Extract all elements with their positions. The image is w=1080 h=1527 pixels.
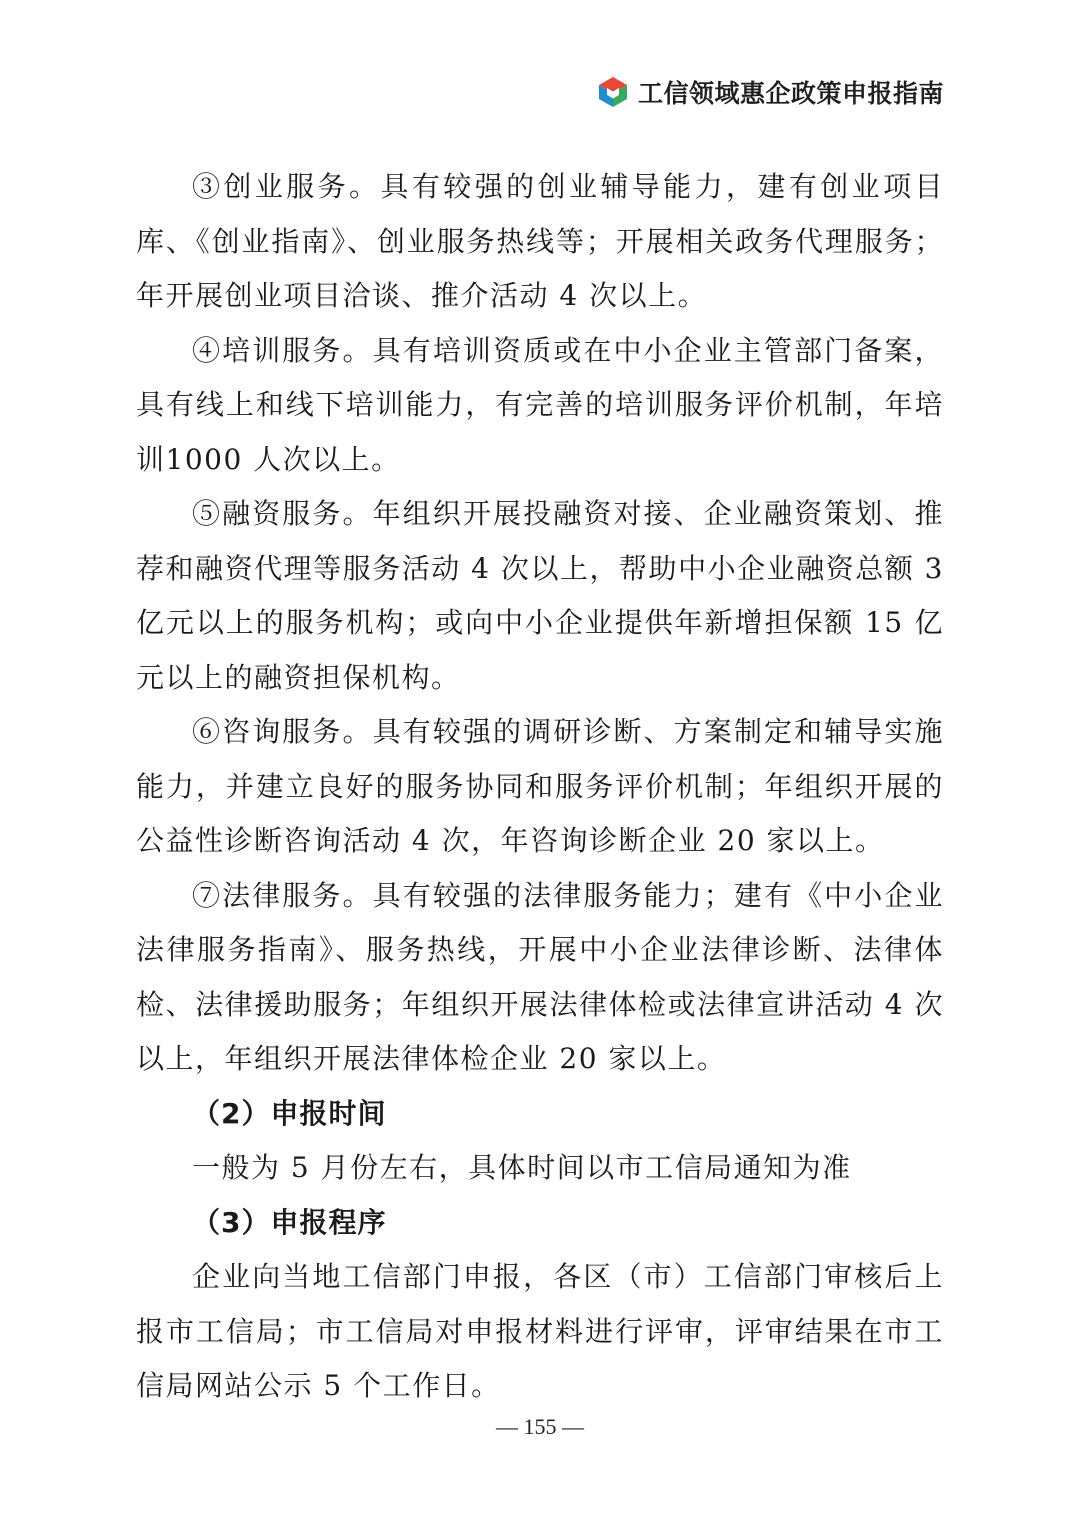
section-heading-application-procedure: （3）申报程序 xyxy=(192,1205,387,1239)
paragraph-financing-service: ⑤融资服务。年组织开展投融资对接、企业融资策划、推荐和融资代理等服务活动 4 次以上，帮助中小企业融资总额 3 亿元以上的服务机构；或向中小企业提供年新增担保额 15 亿元以上的融资担保机构。 xyxy=(136,497,944,694)
paragraph-legal-service: ⑦法律服务。具有较强的法律服务能力；建有《中小企业法律服务指南》、服务热线，开展中小企业法律诊断、法律体检、法律援助服务；年组织开展法律体检或法律宣讲活动 4 次以上，年组织开展法律体检企业 20 家以上。 xyxy=(136,878,944,1075)
paragraph-application-time: 一般为 5 月份左右，具体时间以市工信局通知为准 xyxy=(192,1151,852,1184)
paragraph-training-service: ④培训服务。具有培训资质或在中小企业主管部门备案，具有线上和线下培训能力，有完善的培训服务评价机制，年培训1000 人次以上。 xyxy=(136,333,944,476)
document-body xyxy=(136,160,944,1414)
page-number: — 155 — xyxy=(496,1414,584,1439)
paragraph-application-procedure: 企业向当地工信部门申报，各区（市）工信部门审核后上报市工信局；市工信局对申报材料进行评审，评审结果在市工信局网站公示 5 个工作日。 xyxy=(136,1260,944,1402)
running-header xyxy=(596,74,944,110)
paragraph-consulting-service: ⑥咨询服务。具有较强的调研诊断、方案制定和辅导实施能力，并建立良好的服务协同和服务评价机制；年组织开展的公益性诊断咨询活动 4 次，年咨询诊断企业 20 家以上。 xyxy=(136,715,944,857)
header-title: 工信领域惠企政策申报指南 xyxy=(637,79,944,108)
cube-logo-icon xyxy=(596,75,630,109)
paragraph-startup-service: ③创业服务。具有较强的创业辅导能力，建有创业项目库、《创业指南》、创业服务热线等；开展相关政务代理服务；年开展创业项目洽谈、推介活动 4 次以上。 xyxy=(136,170,944,312)
section-heading-application-time: （2）申报时间 xyxy=(192,1096,387,1130)
